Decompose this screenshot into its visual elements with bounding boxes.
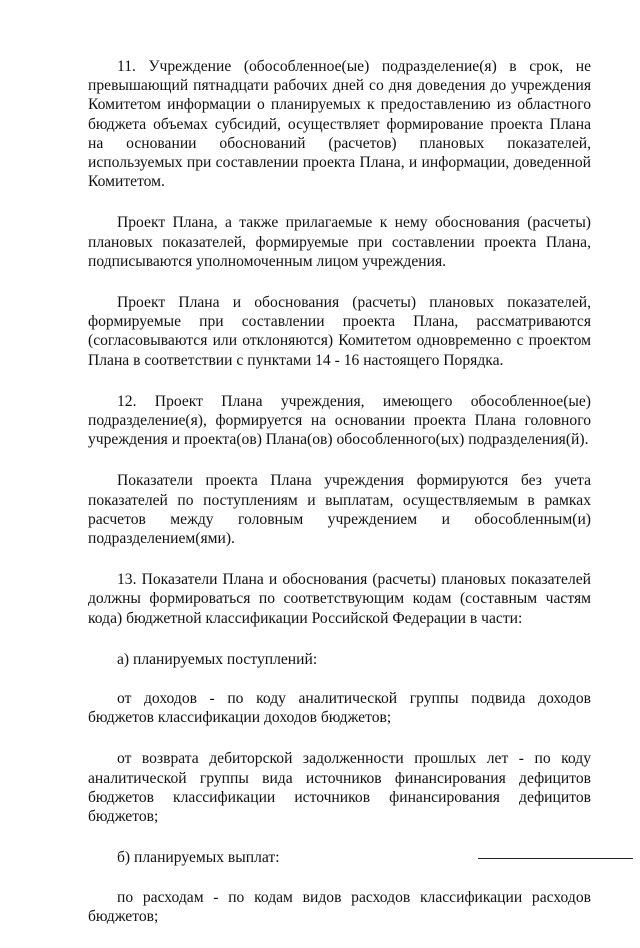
paragraph-12: 12. Проект Плана учреждения, имеющего обособленное(ые) подразделение(я), формируется на основании проекта Плана головного учреждения и проекта(ов) Плана(ов) обособленного(ых) подразделения(й). [88, 392, 591, 449]
paragraph-13: 13. Показатели Плана и обоснования (расчеты) плановых показателей должны формироваться по соответствующим кодам (составным частям кода) бюджетной классификации Российской Федерации в части: [88, 571, 591, 627]
document-body [88, 57, 591, 948]
paragraph-planned-receipts: а) планируемых поступлений: [117, 650, 318, 668]
paragraph-project-signing: Проект Плана, а также прилагаемые к нему обоснования (расчеты) плановых показателей, формируемые при составлении проекта Плана, подписываются уполномоченным лицом учреждения. [88, 214, 591, 270]
footer-rule [478, 858, 633, 859]
paragraph-expenses: по расходам - по кодам видов расходов классификации расходов бюджетов; [88, 888, 591, 925]
paragraph-11: 11. Учреждение (обособленное(ые) подразделение(я) в срок, не превышающий пятнадцати рабочих дней со дня доведения до учреждения Комитетом информации о планируемых к предоставлению из областного бюджета объемах субсидий, осуществляет формирование проекта Плана на основании обоснований (расчетов) плановых показателей, используемых при составлении проекта Плана, и информации, доведенной Комитетом. [88, 58, 591, 191]
paragraph-income: от доходов - по коду аналитической группы подвида доходов бюджетов классификации доходов бюджетов; [88, 690, 591, 727]
paragraph-debt-return: от возврата дебиторской задолженности прошлых лет - по коду аналитической группы вида источников финансирования дефицитов бюджетов классификации источников финансирования дефицитов бюджетов; [88, 750, 591, 826]
paragraph-indicators: Показатели проекта Плана учреждения формируются без учета показателей по поступлениям и выплатам, осуществляемым в рамках расчетов между головным учреждением и обособленным(и) подразделением(ями). [88, 472, 591, 548]
paragraph-project-review: Проект Плана и обоснования (расчеты) плановых показателей, формируемые при составлении проекта Плана, рассматриваются (согласовываются или отклоняются) Комитетом одновременно с проектом Плана в соответствии с пунктами 14 - 16 настоящего Порядка. [88, 294, 591, 369]
paragraph-planned-payments: б) планируемых выплат: [117, 849, 280, 867]
